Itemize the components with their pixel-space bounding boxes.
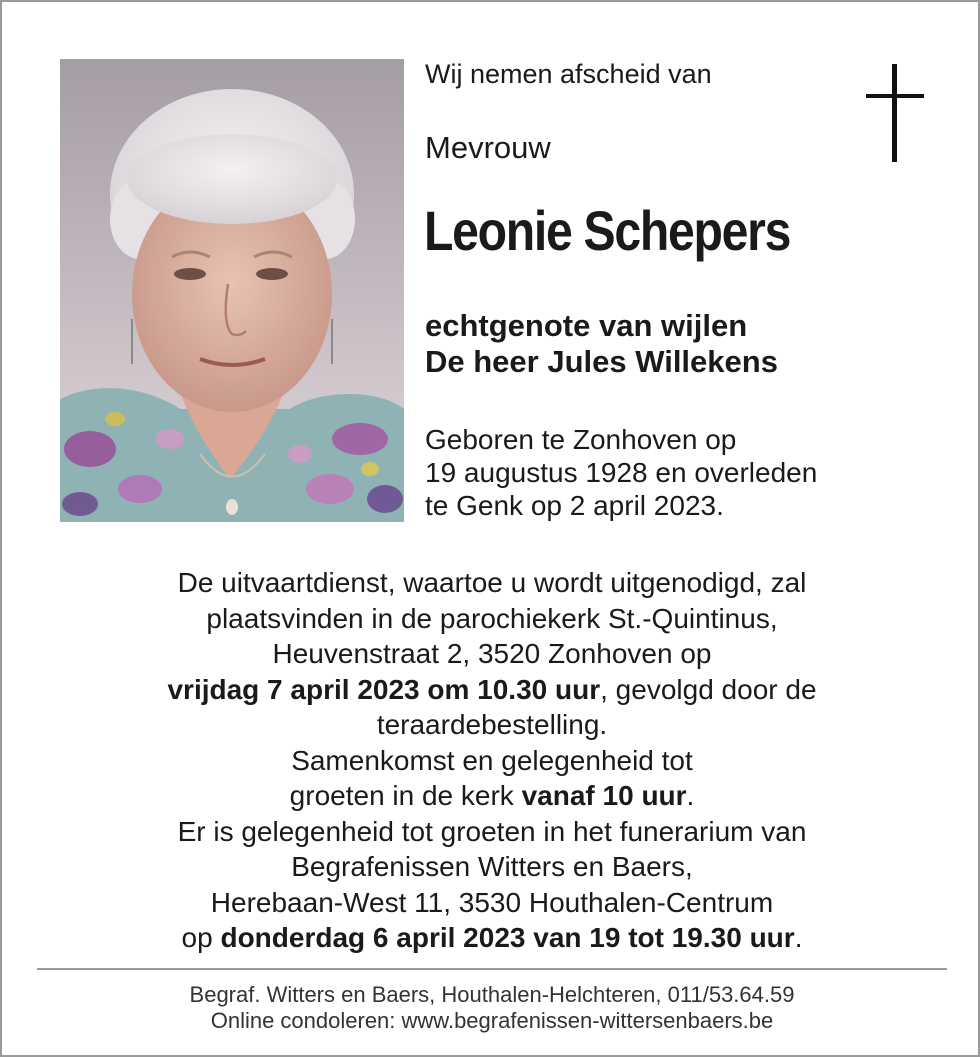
service-line-post: . — [794, 922, 803, 953]
footer — [32, 982, 952, 1034]
portrait-illustration — [60, 59, 404, 522]
service-line: Heuvenstraat 2, 3520 Zonhoven op — [272, 638, 712, 669]
service-line: Herebaan-West 11, 3530 Houthalen-Centrum — [210, 886, 774, 918]
service-date: vrijdag 7 april 2023 om 10.30 uur — [167, 673, 601, 705]
birth-line-1: Geboren te Zonhoven op — [425, 424, 737, 455]
service-line — [32, 920, 952, 956]
birth-line-2: 19 augustus 1928 en overleden — [425, 457, 818, 488]
service-line-post: . — [686, 780, 695, 811]
service-line — [32, 778, 952, 814]
spouse-block — [425, 308, 778, 380]
service-line: Begrafenissen Witters en Baers, — [291, 851, 693, 882]
gathering-time: vanaf 10 uur — [521, 780, 687, 811]
service-line: De uitvaartdienst, waartoe u wordt uitgenodigd, zal — [177, 567, 807, 598]
service-line-pre: op — [181, 922, 221, 953]
birth-line-3: te Genk op 2 april 2023. — [425, 490, 724, 521]
cross-icon — [866, 64, 924, 162]
service-line: plaatsvinden in de parochiekerk St.-Quintinus, — [206, 602, 778, 634]
service-line: Samenkomst en gelegenheid tot — [291, 744, 693, 776]
honorific: Mevrouw — [425, 130, 551, 165]
visitation-date: donderdag 6 april 2023 van 19 tot 19.30 uur — [220, 922, 795, 953]
divider — [37, 968, 947, 970]
birth-death-block — [425, 423, 817, 522]
spouse-line-1: echtgenote van wijlen — [425, 308, 748, 343]
intro-text: Wij nemen afscheid van — [425, 59, 712, 89]
service-line: teraardebestelling. — [376, 709, 608, 740]
service-line-rest: , gevolgd door de — [600, 673, 817, 705]
portrait-photo — [60, 59, 404, 522]
service-details — [32, 565, 952, 956]
service-line: Er is gelegenheid tot groeten in het funerarium van — [177, 815, 807, 847]
service-line — [32, 672, 952, 708]
service-line-pre: groeten in de kerk — [289, 780, 522, 811]
spouse-line-2: De heer Jules Willekens — [425, 344, 778, 379]
funeral-home-contact: Begraf. Witters en Baers, Houthalen-Helchteren, 011/53.64.59 — [189, 982, 795, 1007]
online-condolences: Online condoleren: www.begrafenissen-wittersenbaers.be — [210, 1008, 774, 1033]
deceased-name: Leonie Schepers — [424, 199, 791, 262]
